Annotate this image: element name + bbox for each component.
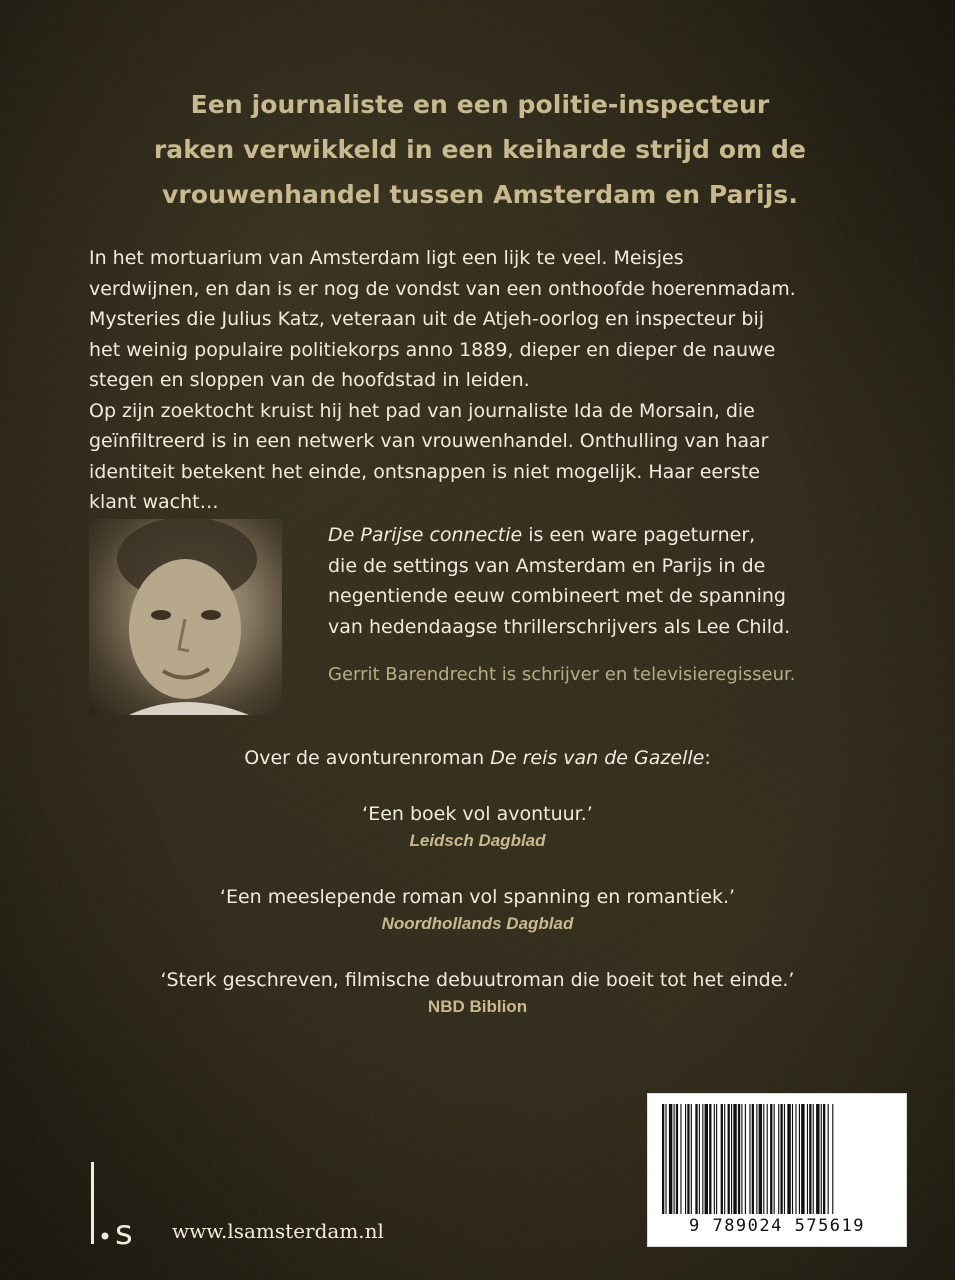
previous-book-suffix: : <box>704 747 711 769</box>
barcode-bar <box>731 1104 732 1214</box>
barcode-bar <box>714 1104 715 1214</box>
barcode-bar <box>665 1104 666 1214</box>
barcode-bar <box>752 1104 754 1214</box>
barcode <box>647 1093 907 1247</box>
quote-text: ‘Sterk geschreven, filmische debuutroman die boeit tot het einde.’ <box>160 969 795 991</box>
barcode-bar <box>680 1104 681 1214</box>
barcode-bar <box>759 1104 762 1214</box>
barcode-bar <box>709 1104 711 1214</box>
barcode-bar <box>823 1104 825 1214</box>
barcode-bar <box>787 1104 790 1214</box>
barcode-bar <box>792 1104 793 1214</box>
barcode-bar <box>716 1104 717 1214</box>
barcode-bar <box>795 1104 796 1214</box>
barcode-bar <box>780 1104 782 1214</box>
barcode-bar <box>828 1104 829 1214</box>
publisher-logo <box>89 1162 159 1247</box>
barcode-bar <box>738 1104 740 1214</box>
barcode-bar <box>767 1104 768 1214</box>
barcode-bar <box>784 1104 785 1214</box>
headline <box>120 82 840 217</box>
barcode-bar <box>821 1104 822 1214</box>
synopsis-line: het weinig populaire politiekorps anno 1889, dieper en dieper de nauwe <box>89 338 776 361</box>
synopsis-line: identiteit betekent het einde, ontsnappen is niet mogelijk. Haar eerste <box>89 460 760 483</box>
barcode-bar <box>685 1104 686 1214</box>
barcode-bar <box>832 1104 833 1214</box>
barcode-bar <box>702 1104 703 1214</box>
barcode-bar <box>749 1104 750 1214</box>
barcode-bar <box>813 1104 814 1214</box>
book-title: De Parijse connectie <box>328 524 523 546</box>
barcode-bar <box>741 1104 742 1214</box>
headline-line: vrouwenhandel tussen Amsterdam en Parijs. <box>162 180 798 209</box>
blurb-line <box>328 520 888 551</box>
barcode-bar <box>801 1104 804 1214</box>
author-bio: Gerrit Barendrecht is schrijver en televisieregisseur. <box>328 664 796 685</box>
barcode-bar <box>695 1104 697 1214</box>
publisher-website[interactable]: www.lsamsterdam.nl <box>172 1219 384 1243</box>
synopsis-line: In het mortuarium van Amsterdam ligt een lijk te veel. Meisjes <box>89 247 684 269</box>
barcode-bar <box>778 1104 779 1214</box>
synopsis <box>89 243 879 518</box>
quote-source: NBD Biblion <box>427 997 528 1016</box>
svg-text:s: s <box>115 1213 133 1247</box>
barcode-bar <box>809 1104 811 1214</box>
barcode-bar <box>816 1104 819 1214</box>
blurb-line: negentiende eeuw combineert met de spanning <box>328 585 786 607</box>
barcode-bar <box>728 1104 730 1214</box>
headline-line: Een journaliste en een politie-inspecteur <box>190 90 770 119</box>
isbn-number: 9 789024 575619 <box>688 1216 866 1236</box>
synopsis-line: klant wacht… <box>89 491 219 513</box>
barcode-bar <box>676 1104 678 1214</box>
barcode-bar <box>687 1104 689 1214</box>
barcode-bar <box>691 1104 692 1214</box>
synopsis-line: stegen en sloppen van de hoofdstad in leiden. <box>89 369 530 391</box>
synopsis-line: geïnfiltreerd is in een netwerk van vrouwenhandel. Onthulling van haar <box>89 430 769 452</box>
quote-source: Noordhollands Dagblad <box>381 914 574 933</box>
author-photo <box>89 519 282 715</box>
quote-text: ‘Een meeslepende roman vol spanning en romantiek.’ <box>219 886 736 908</box>
blurb-line-rest: is een ware pageturner, <box>522 524 756 546</box>
synopsis-line: Op zijn zoektocht kruist hij het pad van journaliste Ida de Morsain, die <box>89 399 755 422</box>
barcode-bar <box>705 1104 708 1214</box>
blurb-line: van hedendaagse thrillerschrijvers als Lee Child. <box>328 615 791 638</box>
previous-book-heading <box>0 743 955 773</box>
barcode-bar <box>799 1104 800 1214</box>
blurb-line: die de settings van Amsterdam en Parijs in de <box>328 554 766 577</box>
barcode-bar <box>674 1104 675 1214</box>
barcode-bar <box>807 1104 808 1214</box>
author-portrait-illustration <box>89 519 282 715</box>
synopsis-line: verdwijnen, en dan is er nog de vondst van een onthoofde hoerenmadam. <box>89 277 796 300</box>
quote-text: ‘Een boek vol avontuur.’ <box>362 803 593 825</box>
blurb <box>328 520 888 642</box>
barcode-bar <box>774 1104 775 1214</box>
review-quote <box>0 966 955 1020</box>
barcode-bar <box>763 1104 764 1214</box>
review-quote <box>0 800 955 854</box>
barcode-bar <box>724 1104 725 1214</box>
quote-source: Leidsch Dagblad <box>409 831 546 850</box>
barcode-bar <box>733 1104 736 1214</box>
barcode-bar <box>745 1104 746 1214</box>
headline-line: raken verwikkeld in een keiharde strijd om de <box>153 135 807 164</box>
review-quote <box>0 883 955 937</box>
barcode-bar <box>770 1104 772 1214</box>
synopsis-line: Mysteries die Julius Katz, veteraan uit de Atjeh-oorlog en inspecteur bij <box>89 308 765 330</box>
previous-book-prefix: Over de avonturenroman <box>244 747 491 769</box>
ls-logo-icon <box>89 1162 159 1247</box>
barcode-bar <box>699 1104 700 1214</box>
barcode-bar <box>662 1104 664 1214</box>
barcode-bar <box>721 1104 723 1214</box>
barcode-bar <box>756 1104 757 1214</box>
previous-book-title: De reis van de Gazelle <box>490 747 705 769</box>
barcode-bar <box>669 1104 672 1214</box>
